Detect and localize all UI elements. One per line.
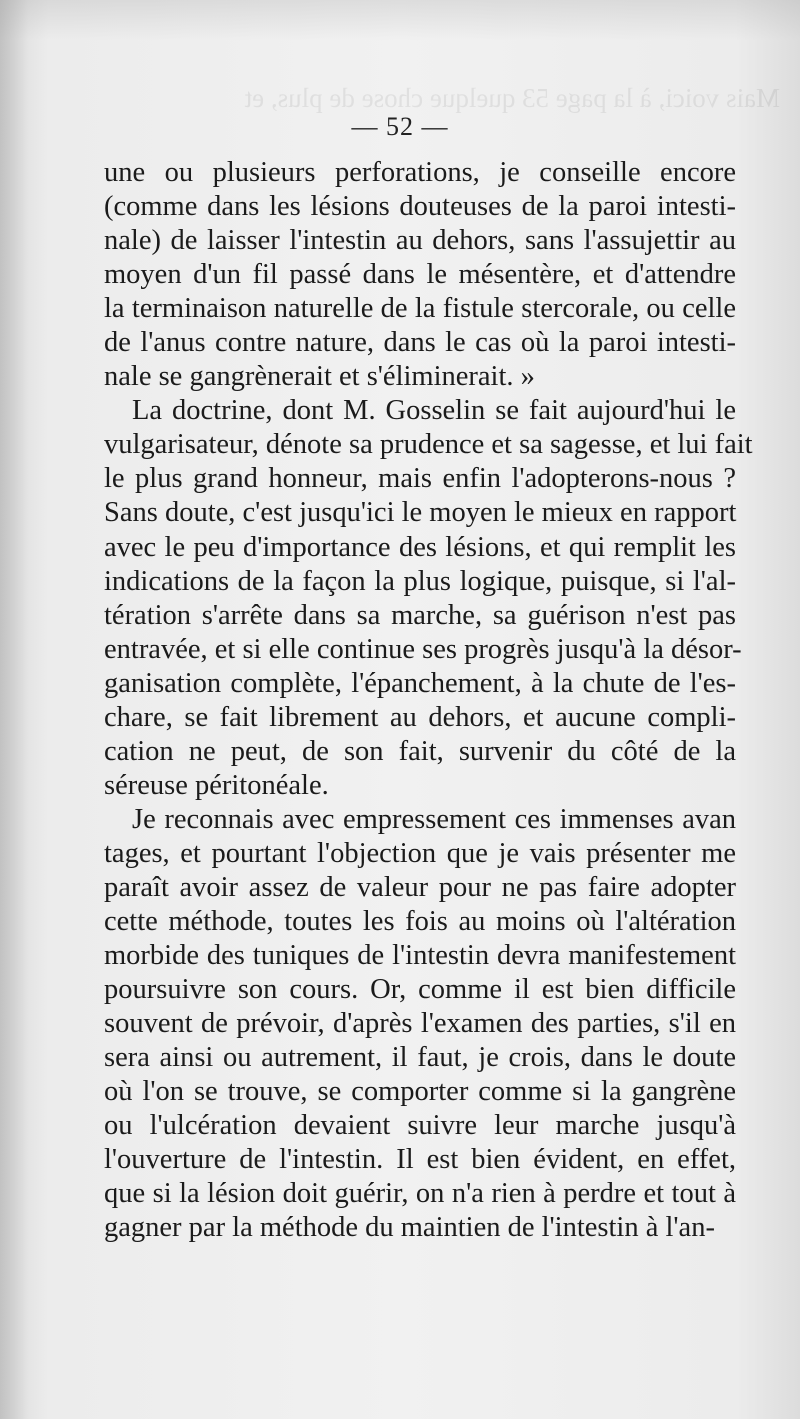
- text-line: Sans doute, c'est jusqu'ici le moyen le mieux en rapport: [104, 497, 737, 529]
- text-line: La doctrine, dont M. Gosselin se fait aujourd'hui le: [132, 395, 736, 427]
- text-line: le plus grand honneur, mais enfin l'adopterons-nous ?: [104, 463, 736, 495]
- text-line: souvent de prévoir, d'après l'examen des parties, s'il en: [104, 1008, 736, 1040]
- text-line: gagner par la méthode du maintien de l'intestin à l'an-: [104, 1212, 715, 1244]
- paragraph: [104, 156, 736, 394]
- text-line: sera ainsi ou autrement, il faut, je crois, dans le doute: [104, 1042, 736, 1074]
- text-line: séreuse péritonéale.: [104, 769, 329, 801]
- text-line: moyen d'un fil passé dans le mésentère, et d'attendre: [104, 259, 736, 291]
- text-line: paraît avoir assez de valeur pour ne pas faire adopter: [104, 871, 736, 903]
- text-line: la terminaison naturelle de la fistule stercorale, ou celle: [104, 293, 736, 325]
- page-edge-shadow: [0, 0, 28, 1419]
- text-line: (comme dans les lésions douteuses de la paroi intesti-: [104, 191, 736, 223]
- text-line: avec le peu d'importance des lésions, et qui remplit les: [104, 531, 736, 563]
- body-text: [104, 156, 753, 1246]
- text-line: nale) de laisser l'intestin au dehors, sans l'assujettir au: [104, 225, 736, 257]
- text-line: vulgarisateur, dénote sa prudence et sa sagesse, et lui fait: [104, 429, 753, 461]
- text-line: nale se gangrènerait et s'éliminerait. »: [104, 361, 535, 393]
- paragraph: [104, 394, 753, 803]
- text-line: une ou plusieurs perforations, je conseille encore: [104, 157, 736, 188]
- text-line: que si la lésion doit guérir, on n'a rien à perdre et tout à: [104, 1178, 736, 1210]
- text-line: ganisation complète, l'épanchement, à la chute de l'es-: [104, 667, 736, 699]
- text-line: cette méthode, toutes les fois au moins où l'altération: [104, 906, 736, 938]
- text-line: l'ouverture de l'intestin. Il est bien évident, en effet,: [104, 1144, 736, 1176]
- paragraph: [104, 803, 736, 1246]
- text-line: cation ne peut, de son fait, survenir du côté de la: [104, 735, 736, 767]
- text-line: de l'anus contre nature, dans le cas où la paroi intesti-: [104, 327, 736, 359]
- page-number: — 52 —: [351, 112, 449, 141]
- text-line: tages, et pourtant l'objection que je vais présenter me: [104, 837, 736, 869]
- text-line: entravée, et si elle continue ses progrès jusqu'à la désor-: [104, 633, 742, 665]
- bleed-through-text: Mais voici, à la page 53 quelque chose de plus, et: [244, 83, 780, 113]
- text-line: chare, se fait librement au dehors, et aucune compli-: [104, 701, 736, 733]
- text-line: où l'on se trouve, se comporter comme si la gangrène: [104, 1076, 736, 1108]
- text-line: tération s'arrête dans sa marche, sa guérison n'est pas: [104, 599, 736, 631]
- page-top-shadow: [0, 0, 800, 40]
- text-line: poursuivre son cours. Or, comme il est bien difficile: [104, 974, 736, 1006]
- text-line: indications de la façon la plus logique, puisque, si l'al-: [104, 565, 736, 597]
- text-line: Je reconnais avec empressement ces immenses avan: [132, 803, 736, 835]
- text-line: morbide des tuniques de l'intestin devra manifestement: [104, 940, 736, 972]
- text-line: ou l'ulcération devaient suivre leur marche jusqu'à: [104, 1110, 736, 1142]
